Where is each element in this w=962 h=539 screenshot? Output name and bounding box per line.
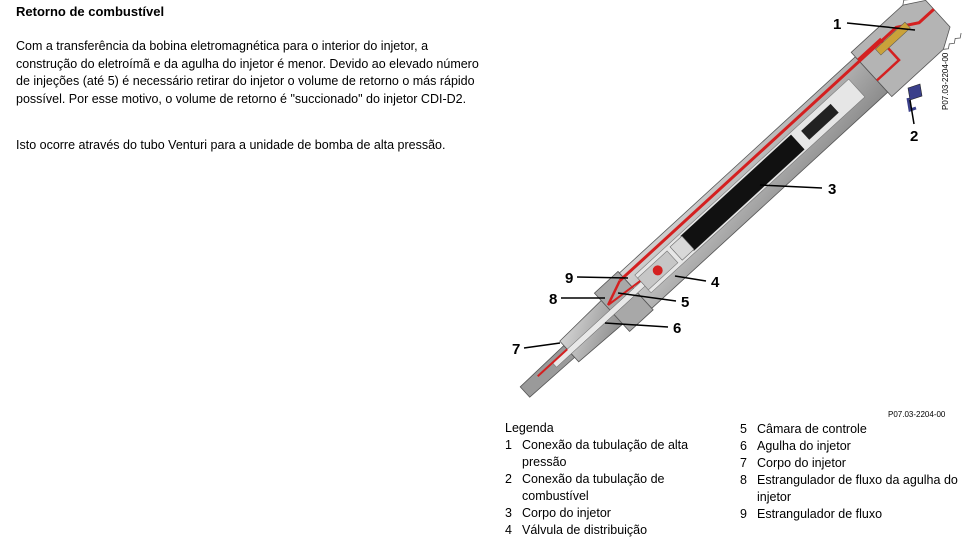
legend-number: 2 (505, 472, 512, 486)
injector-body (503, 0, 962, 416)
callout-6: 6 (673, 320, 682, 337)
legend-number: 7 (740, 456, 747, 470)
page-title: Retorno de combustível (16, 4, 165, 19)
callout-9: 9 (565, 270, 574, 287)
legend-item (505, 471, 720, 505)
legend-text: Conexão da tubulação de alta pressão (522, 438, 689, 469)
legend-number: 3 (505, 506, 512, 520)
legend-item (505, 522, 720, 539)
solenoid-coil (680, 135, 804, 251)
legend-title: Legenda (505, 421, 554, 435)
legend-text: Corpo do injetor (757, 456, 846, 470)
paragraph-venturi: Isto ocorre através do tubo Venturi para a unidade de bomba de alta pressão. (16, 138, 446, 152)
return-connector (908, 84, 922, 110)
legend-column-1 (505, 437, 720, 539)
legend-text: Válvula de distribuição (522, 523, 648, 537)
callout-2: 2 (910, 128, 919, 145)
paragraph-description: Com a transferência da bobina eletromagnética para o interior do injetor, a construção do eletroímã e da agulha do injetor é menor. Devido ao elevado número de injeções (até 5) é necessário retirar do injetor o volume de retorno o más rápido possível. Por esse motivo, o volume de retorno é "succionado" do injetor CDI-D2. (16, 39, 479, 106)
legend-column-2 (740, 421, 962, 523)
legend-item (740, 421, 962, 438)
callout-7: 7 (512, 341, 521, 358)
legend-item (740, 506, 962, 523)
legend-item (740, 455, 962, 472)
callout-4: 4 (711, 274, 720, 291)
legend-number: 8 (740, 473, 747, 487)
legend-text: Câmara de controle (757, 422, 867, 436)
legend-item (740, 472, 962, 506)
callout-5: 5 (681, 294, 690, 311)
legend-item (505, 437, 720, 471)
figure-code-bottom: P07.03-2204-00 (888, 410, 946, 419)
callout-3: 3 (828, 181, 837, 198)
legend-text: Conexão da tubulação de combustível (522, 472, 665, 503)
injector-cutaway-figure (490, 0, 962, 420)
legend-number: 9 (740, 507, 747, 521)
legend-text: Estrangulador de fluxo da agulha do injetor (757, 473, 958, 504)
legend-text: Agulha do injetor (757, 439, 851, 453)
legend-number: 6 (740, 439, 747, 453)
callout-8: 8 (549, 291, 558, 308)
legend-item (740, 438, 962, 455)
figure-code-vertical: P07.03-2204-00 (941, 52, 950, 110)
legend-text: Estrangulador de fluxo (757, 507, 883, 521)
legend-number: 5 (740, 422, 747, 436)
legend-text: Corpo do injetor (522, 506, 611, 520)
callout-1: 1 (833, 16, 842, 33)
legend-number: 1 (505, 438, 512, 452)
legend-number: 4 (505, 523, 512, 537)
legend-item (505, 505, 720, 522)
